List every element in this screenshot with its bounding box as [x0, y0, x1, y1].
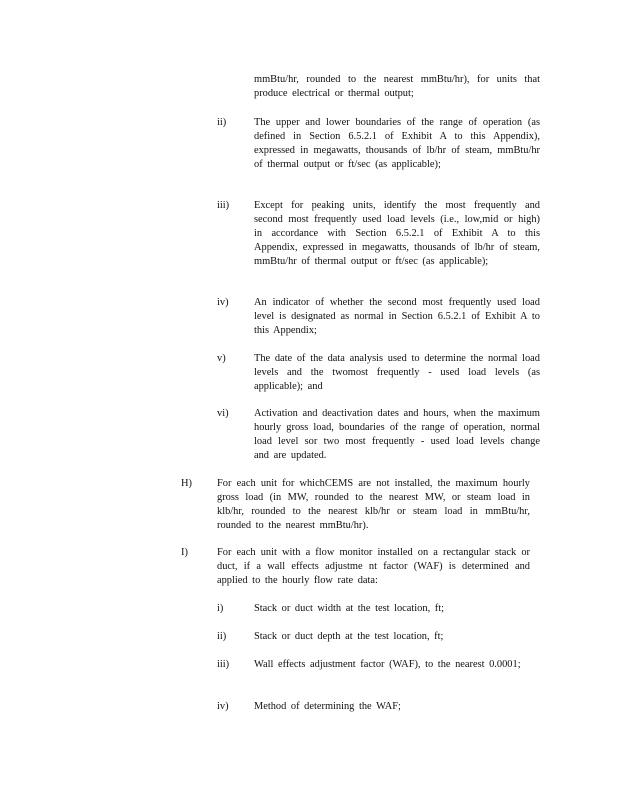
item-label-i-i: i)	[217, 603, 224, 614]
item-text-i-iv: Method of determining the WAF;	[254, 701, 401, 712]
item-label-g-vi: vi)	[217, 408, 229, 419]
item-text-h: For each unit for whichCEMS are not installed, the maximum hourly gross load (in MW, rounded to the nearest MW, or steam load in klb/hr, rounded to the nearest klb/hr or steam load in mmBtu/hr, rounded to the nearest mmBtu/hr).	[217, 478, 530, 531]
item-label-g-ii: ii)	[217, 117, 227, 128]
item-label-h: H)	[181, 478, 192, 489]
item-text-g-ii: The upper and lower boundaries of the range of operation (as defined in Section 6.5.2.1 of Exhibit A to this Appendix), expressed in megawatts, thousands of lb/hr of steam, mmBtu/hr of thermal output or ft/sec (as applicable);	[254, 117, 540, 170]
item-label-i-iii: iii)	[217, 659, 230, 670]
item-text-i-i: Stack or duct width at the test location, ft;	[254, 603, 445, 614]
item-label-i-ii: ii)	[217, 631, 227, 642]
item-text-g-vi: Activation and deactivation dates and hours, when the maximum hourly gross load, boundaries of the range of operation, normal load level sor two most frequently - used load levels change and are updated.	[254, 408, 540, 461]
item-label-g-iii: iii)	[217, 200, 230, 211]
item-text-g-iii: Except for peaking units, identify the most frequently and second most frequently used load levels (i.e., low,mid or high) in accordance with Section 6.5.2.1 of Exhibit A to this Appendix, expressed in megawatts, thousands of lb/hr of steam, mmBtu/hr of thermal output or ft/sec (as applicable);	[254, 200, 540, 267]
item-label-i-iv: iv)	[217, 701, 229, 712]
item-text-i: For each unit with a flow monitor installed on a rectangular stack or duct, if a wall effects adjustme nt factor (WAF) is determined and applied to the hourly flow rate data:	[217, 547, 530, 586]
item-text-g-v: The date of the data analysis used to determine the normal load levels and the twomost frequently - used load levels (as applicable); and	[254, 353, 540, 392]
item-label-i: I)	[181, 547, 188, 558]
item-label-g-iv: iv)	[217, 297, 229, 308]
item-label-g-v: v)	[217, 353, 226, 364]
item-text-i-iii: Wall effects adjustment factor (WAF), to the nearest 0.0001;	[254, 659, 521, 670]
continued-paragraph: mmBtu/hr, rounded to the nearest mmBtu/hr), for units that produce electrical or thermal output;	[254, 74, 540, 99]
item-text-i-ii: Stack or duct depth at the test location, ft;	[254, 631, 444, 642]
item-text-g-iv: An indicator of whether the second most frequently used load level is designated as normal in Section 6.5.2.1 of Exhibit A to this Appendix;	[254, 297, 540, 336]
